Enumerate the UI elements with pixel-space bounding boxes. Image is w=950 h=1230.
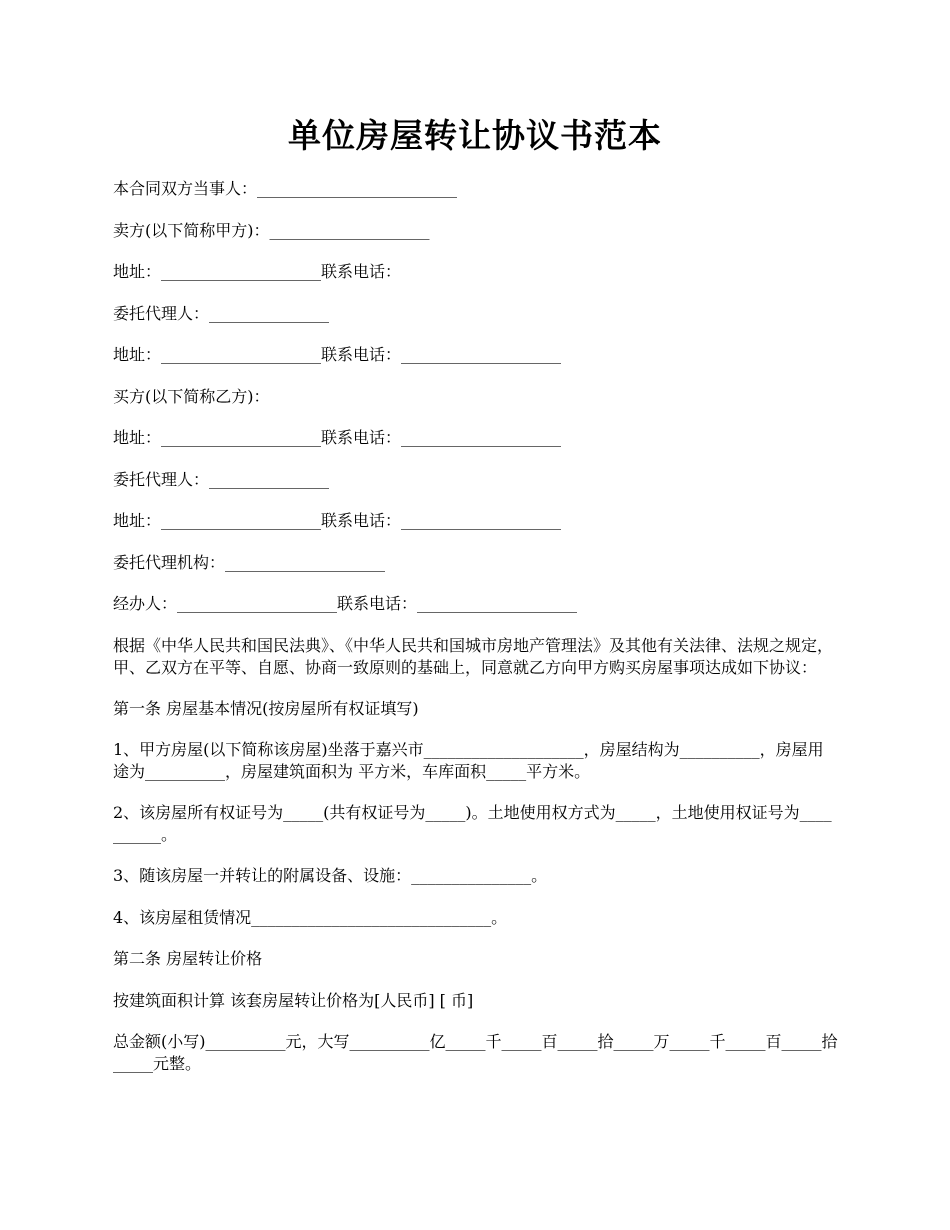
seller-line: 卖方(以下简称甲方)：____________________: [113, 220, 430, 240]
legal-basis-paragraph: 根据《中华人民共和国民法典》、《中华人民共和国城市房地产管理法》及其他有关法律、法规之规定，甲、乙双方在平等、自愿、协商一致原则的基础上，同意就乙方向甲方购买房屋事项达成如下协议：: [113, 635, 834, 677]
seller-agent-line: 委托代理人：_______________: [113, 303, 330, 323]
agency-line: 委托代理机构：____________________: [113, 552, 386, 572]
buyer-agent-address-line: 地址：____________________联系电话：____________________: [113, 511, 562, 530]
clause-1-3: 3、随该房屋一并转让的附属设备、设施：_______________。: [113, 866, 548, 885]
buyer-address-line: 地址：____________________联系电话：____________________: [113, 428, 562, 447]
price-basis-line: 按建筑面积计算 该套房屋转让价格为[人民币] [ 币]: [113, 990, 474, 1010]
document-title: 单位房屋转让协议书范本: [288, 116, 662, 155]
total-amount-paragraph: 总金额(小写)__________元，大写__________亿_____千_____百_____拾_____万_____千_____百_____拾_____元整。: [113, 1032, 838, 1073]
handler-line: 经办人：____________________联系电话：____________________: [113, 594, 578, 613]
contract-parties-line: 本合同双方当事人：_________________________: [113, 179, 458, 198]
seller-address-line: 地址：____________________联系电话：: [113, 262, 402, 281]
clause-1-4: 4、该房屋租赁情况______________________________。: [113, 907, 508, 927]
seller-agent-address-line: 地址：____________________联系电话：____________________: [113, 345, 562, 364]
article-1-heading: 第一条 房屋基本情况(按房屋所有权证填写): [113, 698, 419, 718]
document-body: [113, 178, 839, 1094]
clause-1-2: 2、该房屋所有权证号为_____(共有权证号为_____)。土地使用权方式为_____，土地使用权证号为__________。: [113, 803, 832, 844]
buyer-agent-line: 委托代理人：_______________: [113, 469, 330, 489]
buyer-line: 买方(以下简称乙方)：: [113, 386, 270, 406]
clause-1-1: 1、甲方房屋(以下简称该房屋)坐落于嘉兴市____________________，房屋结构为__________，房屋用途为__________，房屋建筑面积为 平方米，车库面积_____平方米。: [113, 740, 824, 781]
article-2-heading: 第二条 房屋转让价格: [113, 949, 263, 968]
